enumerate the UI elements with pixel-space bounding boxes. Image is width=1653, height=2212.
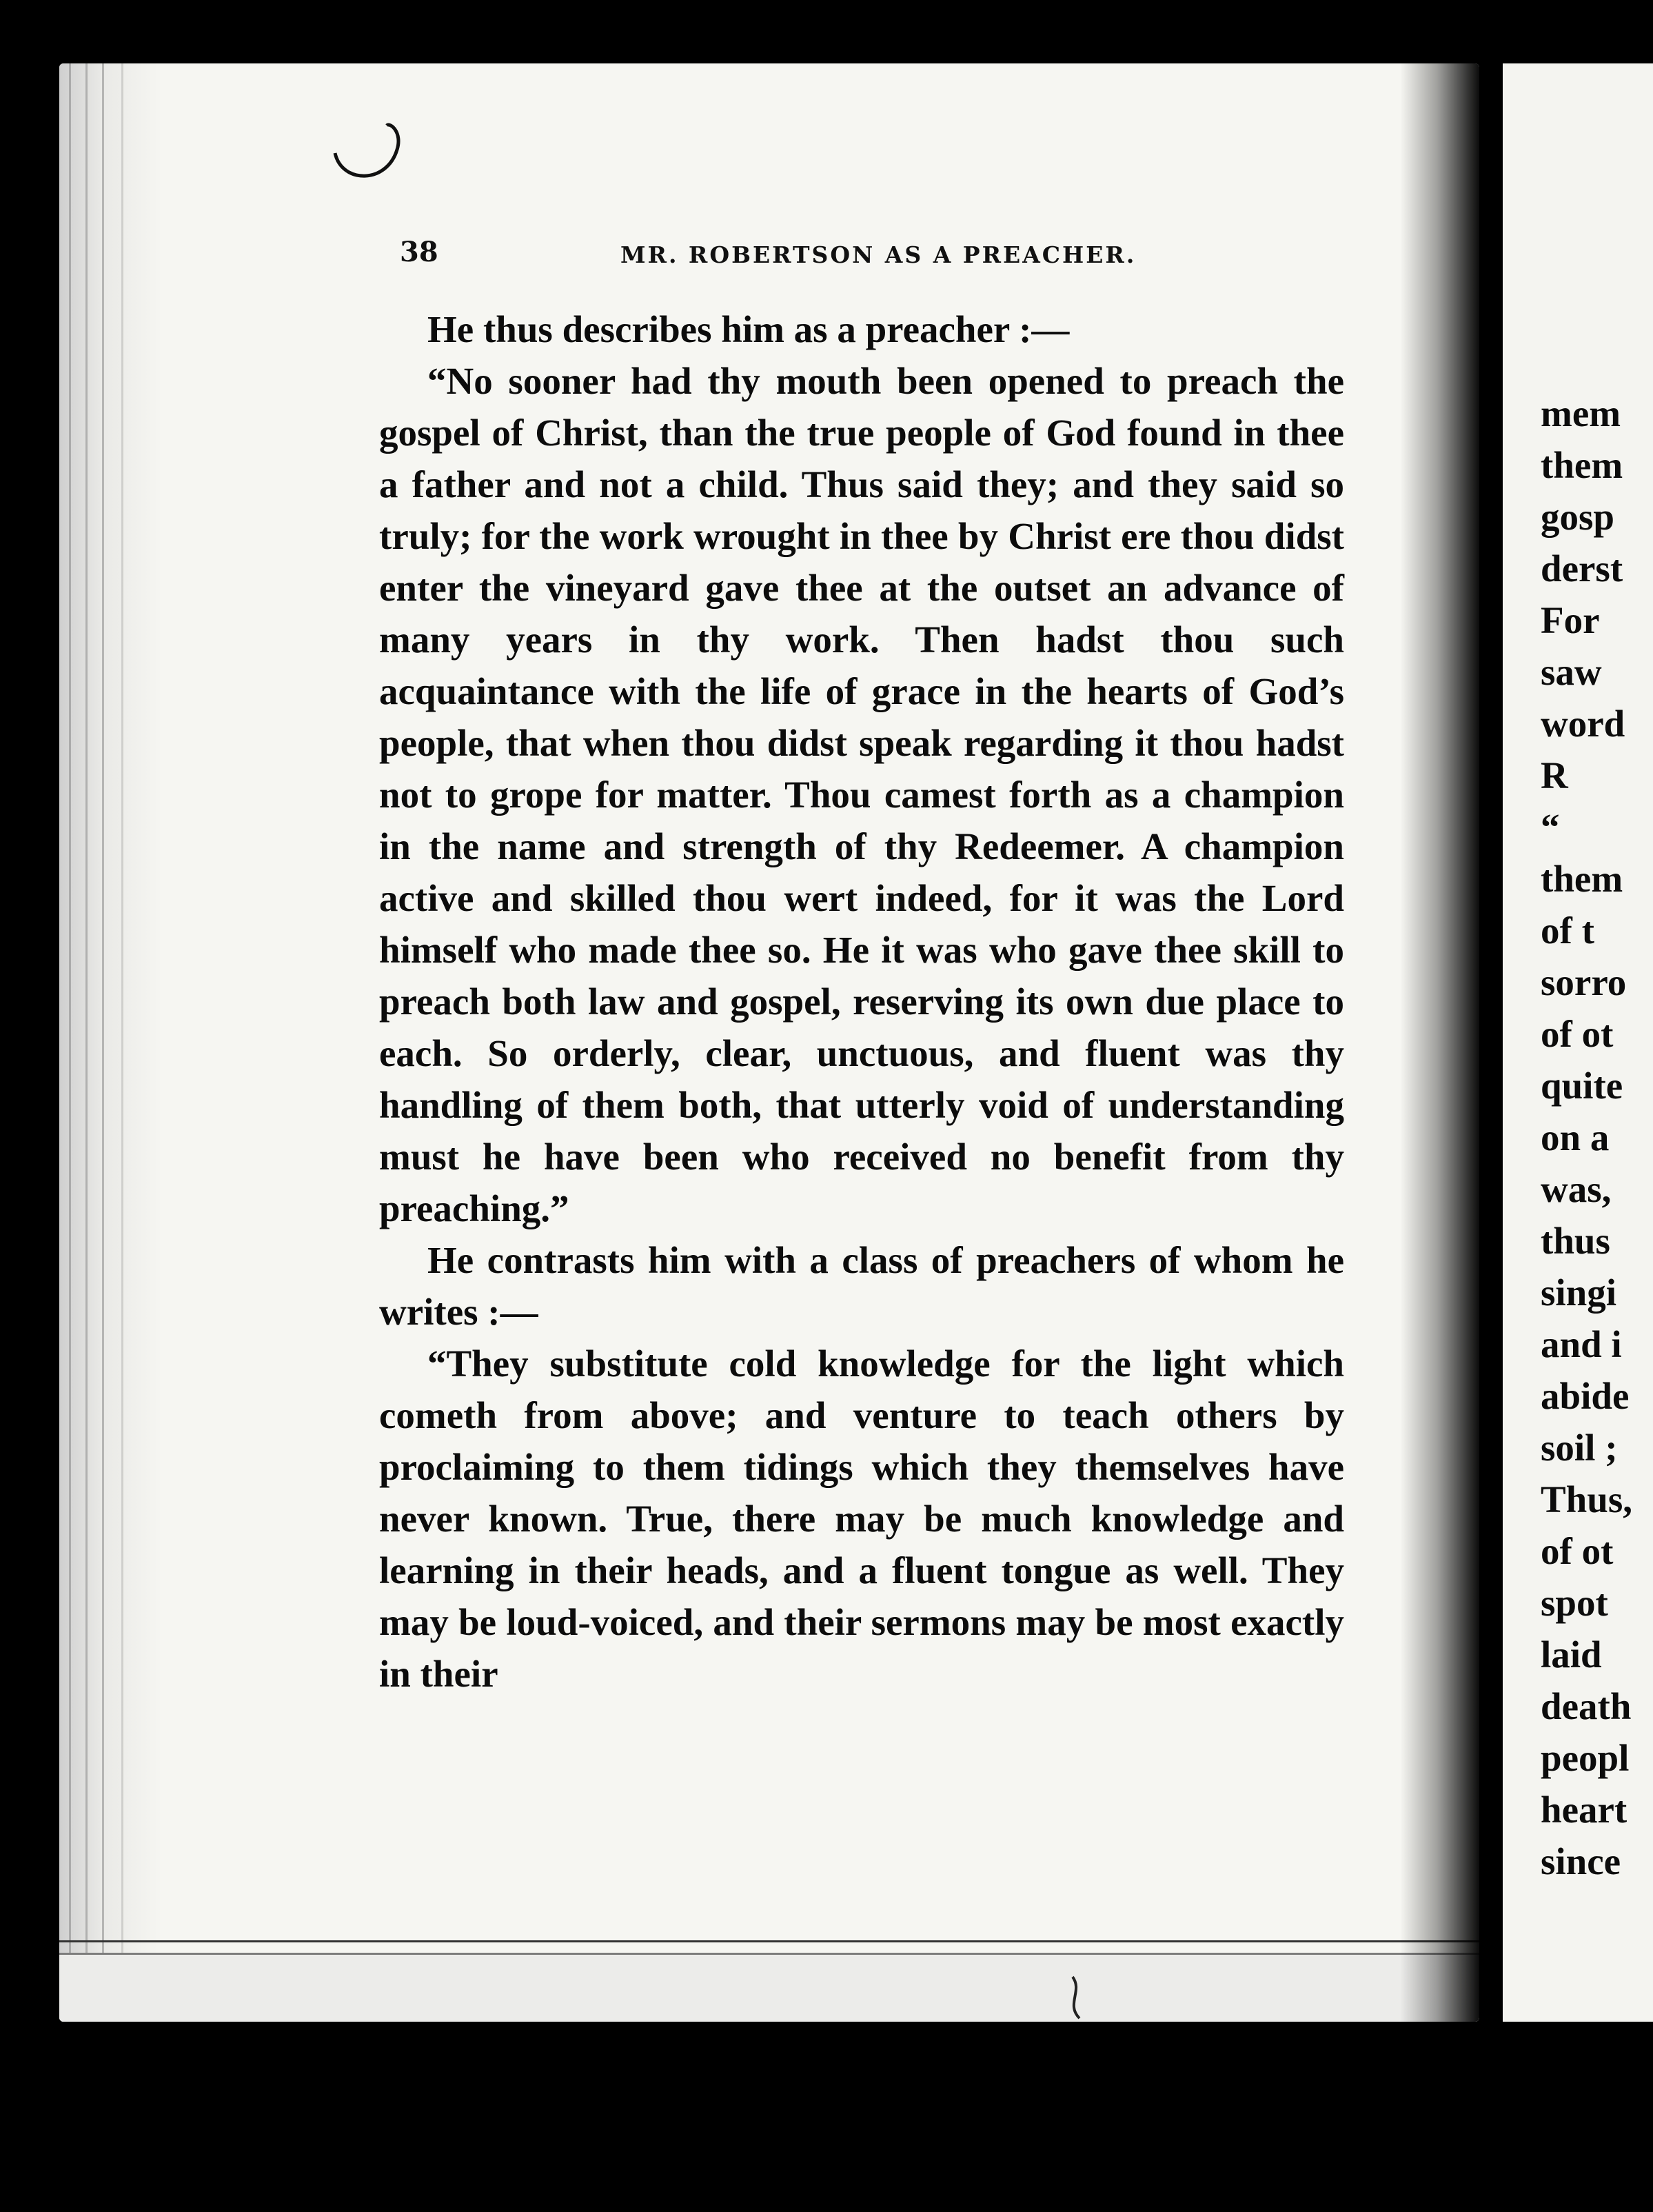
tick-mark-icon bbox=[1059, 1973, 1114, 2022]
paragraph: “They substitute cold knowledge for the light which cometh from above; and venture to teach others by proclaiming to them tidings which they themselves have never known. True, there may be much knowledge and learning in their heads, and a fluent tongue as well. They may be loud-voiced, and their sermons may be most exactly in their bbox=[379, 1343, 1344, 1695]
bottom-rule-line bbox=[59, 1940, 1479, 1942]
facing-line: thus bbox=[1541, 1220, 1610, 1262]
facing-line: since bbox=[1541, 1840, 1621, 1882]
facing-line: Thus, bbox=[1541, 1478, 1633, 1520]
facing-line: on a bbox=[1541, 1116, 1610, 1158]
facing-line: them bbox=[1541, 444, 1623, 486]
facing-line: laid bbox=[1541, 1633, 1602, 1676]
running-head: MR. ROBERTSON AS A PREACHER. bbox=[620, 241, 1137, 268]
bottom-rule-line bbox=[59, 1953, 1479, 1955]
facing-line: soil ; bbox=[1541, 1427, 1618, 1469]
page-edge-line bbox=[121, 63, 123, 2022]
facing-line: saw bbox=[1541, 651, 1602, 693]
facing-line: of t bbox=[1541, 909, 1594, 952]
page-edge-shading bbox=[59, 63, 163, 2022]
page-edge-line bbox=[85, 63, 88, 2022]
bottom-margin-band bbox=[59, 1953, 1479, 2022]
facing-line: derst bbox=[1541, 547, 1623, 590]
facing-line: quite bbox=[1541, 1065, 1623, 1107]
facing-line: heart bbox=[1541, 1789, 1627, 1831]
facing-line: “ bbox=[1541, 806, 1560, 848]
body-text bbox=[379, 303, 1344, 1700]
facing-line: mem bbox=[1541, 392, 1621, 434]
paragraph: He thus describes him as a preacher :— bbox=[427, 308, 1070, 350]
facing-line: gosp bbox=[1541, 496, 1614, 538]
facing-line: of ot bbox=[1541, 1530, 1614, 1572]
facing-line: was, bbox=[1541, 1168, 1612, 1210]
facing-line: them bbox=[1541, 858, 1623, 900]
facing-line: R bbox=[1541, 754, 1568, 796]
page-number: 38 bbox=[400, 236, 438, 268]
paragraph: He contrasts him with a class of preachers of whom he writes :— bbox=[379, 1239, 1344, 1333]
facing-line: word bbox=[1541, 703, 1625, 745]
facing-line: and i bbox=[1541, 1323, 1622, 1365]
page-edge-line bbox=[102, 63, 104, 2022]
facing-page-text bbox=[1541, 388, 1632, 1887]
paragraph: “No sooner had thy mouth been opened to preach the gospel of Christ, than the true people of God found in thee a father and not a child. Thus said they; and they said so truly; for the work wrought in thee by Christ ere thou didst enter the vineyard gave thee at the outset an advance of many years in thy work. Then hadst thou such acquaintance with the life of grace in the hearts of God’s people, that when thou didst speak regarding it thou hadst not to grope for matter. Thou camest forth as a champion in the name and strength of thy Redeemer. A champion active and skilled thou wert indeed, for it was the Lord himself who made thee so. He it was who gave thee skill to preach both law and gospel, reserving its own due place to each. So orderly, clear, unctuous, and fluent was thy handling of them both, that utterly void of understanding must he have been who received no benefit from thy preaching.” bbox=[379, 360, 1344, 1229]
page-header bbox=[0, 236, 1420, 277]
facing-line: spot bbox=[1541, 1582, 1608, 1624]
facing-page-edge bbox=[1503, 63, 1653, 2022]
gutter-shadow bbox=[1400, 63, 1479, 2022]
facing-line: sorro bbox=[1541, 961, 1627, 1003]
facing-line: singi bbox=[1541, 1271, 1617, 1314]
facing-line: For bbox=[1541, 599, 1600, 641]
facing-line: death bbox=[1541, 1685, 1632, 1727]
facing-line: of ot bbox=[1541, 1013, 1614, 1055]
page-edge-line bbox=[69, 63, 71, 2022]
pencil-mark-icon bbox=[321, 119, 418, 194]
facing-line: abide bbox=[1541, 1375, 1630, 1417]
facing-line: peopl bbox=[1541, 1737, 1630, 1779]
